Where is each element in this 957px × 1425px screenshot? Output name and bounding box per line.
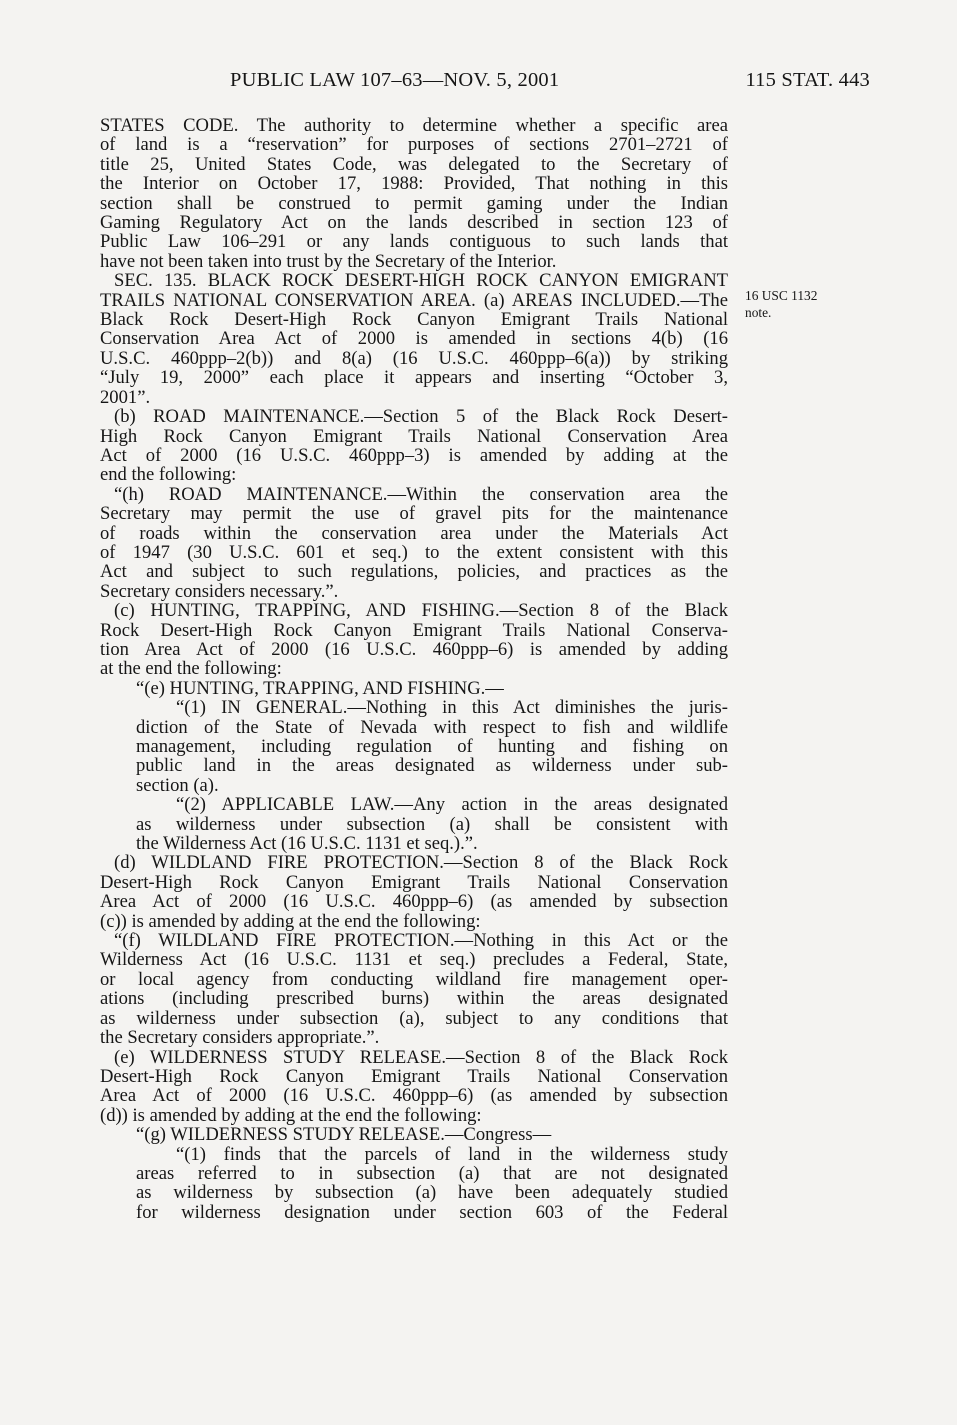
text-line: Area Act of 2000 (16 U.S.C. 460ppp–6) (as amended by subsection: [100, 891, 728, 913]
text-line: of roads within the conservation area under the Materials Act: [100, 522, 728, 544]
text-line: section (a).: [136, 774, 219, 796]
text-line: as wilderness under subsection (a), subject to any conditions that: [100, 1007, 728, 1029]
text-line: ations (including prescribed burns) within the areas designated: [100, 988, 728, 1010]
text-line: Secretary considers necessary.”.: [100, 580, 339, 602]
text-line: title 25, United States Code, was delegated to the Secretary of: [100, 153, 728, 175]
section-heading-line: TRAILS NATIONAL CONSERVATION AREA. (a) AREAS INCLUDED.—The: [100, 289, 728, 311]
paragraph-line: “(1) IN GENERAL.—Nothing in this Act diminishes the juris-: [176, 697, 728, 719]
text-line: Public Law 106–291 or any lands contiguous to such lands that: [100, 231, 728, 253]
text-line: 2001”.: [100, 386, 151, 408]
text-line: at the end the following:: [100, 658, 282, 680]
text-line: High Rock Canyon Emigrant Trails National Conservation Area: [100, 425, 728, 447]
text-line: Secretary may permit the use of gravel pits for the maintenance: [100, 503, 728, 525]
text-line: (d)) is amended by adding at the end the following:: [100, 1104, 482, 1126]
body-text: [100, 116, 728, 1222]
text-line: (c)) is amended by adding at the end the following:: [100, 910, 481, 932]
text-line: tion Area Act of 2000 (16 U.S.C. 460ppp–6) is amended by adding: [100, 638, 728, 660]
text-line: Conservation Area Act of 2000 is amended in sections 4(b) (16: [100, 328, 728, 350]
subsection-line: (e) WILDERNESS STUDY RELEASE.—Section 8 of the Black Rock: [114, 1046, 728, 1068]
text-line: the Interior on October 17, 1988: Provided, That nothing in this: [100, 173, 728, 195]
text-line: “July 19, 2000” each place it appears and inserting “October 3,: [100, 367, 728, 389]
statute-page-number: 115 STAT. 443: [745, 69, 870, 91]
margin-note-citation: 16 USC 1132: [745, 288, 818, 303]
subsection-line: (d) WILDLAND FIRE PROTECTION.—Section 8 of the Black Rock: [114, 852, 728, 874]
quoted-text-line: “(f) WILDLAND FIRE PROTECTION.—Nothing in this Act or the: [114, 930, 728, 952]
text-line: the Secretary considers appropriate.”.: [100, 1027, 380, 1049]
quoted-heading-line: “(g) WILDERNESS STUDY RELEASE.—Congress—: [136, 1124, 552, 1146]
text-line: public land in the areas designated as wilderness under sub-: [136, 755, 728, 777]
text-line: of land is a “reservation” for purposes of sections 2701–2721 of: [100, 134, 728, 156]
quoted-text-line: “(h) ROAD MAINTENANCE.—Within the conservation area the: [114, 483, 728, 505]
text-line: the Wilderness Act (16 U.S.C. 1131 et seq.).”.: [136, 833, 478, 855]
text-line: Wilderness Act (16 U.S.C. 1131 et seq.) precludes a Federal, State,: [100, 949, 728, 971]
text-line: or local agency from conducting wildland fire management oper-: [100, 968, 728, 990]
paragraph-line: “(1) finds that the parcels of land in the wilderness study: [176, 1143, 728, 1165]
running-title: PUBLIC LAW 107–63—NOV. 5, 2001: [230, 69, 560, 91]
text-line: end the following:: [100, 464, 237, 486]
text-line: Gaming Regulatory Act on the lands described in section 123 of: [100, 212, 728, 234]
quoted-heading-line: “(e) HUNTING, TRAPPING, AND FISHING.—: [136, 677, 504, 699]
text-line: management, including regulation of hunting and fishing on: [136, 736, 728, 757]
text-line: areas referred to in subsection (a) that are not designated: [136, 1162, 728, 1184]
text-line: diction of the State of Nevada with respect to fish and wildlife: [136, 716, 728, 738]
subsection-line: (c) HUNTING, TRAPPING, AND FISHING.—Section 8 of the Black: [114, 600, 728, 622]
margin-note-label: note.: [745, 305, 772, 320]
text-line: Desert-High Rock Canyon Emigrant Trails National Conservation: [100, 1065, 728, 1087]
paragraph-line: “(2) APPLICABLE LAW.—Any action in the areas designated: [176, 794, 728, 816]
text-line: STATES CODE. The authority to determine whether a specific area: [100, 115, 728, 136]
text-line: as wilderness by subsection (a) have been adequately studied: [136, 1182, 728, 1204]
subsection-line: (b) ROAD MAINTENANCE.—Section 5 of the Black Rock Desert-: [114, 406, 728, 428]
text-line: Act of 2000 (16 U.S.C. 460ppp–3) is amended by adding at the: [100, 444, 728, 466]
text-line: Rock Desert-High Rock Canyon Emigrant Trails National Conserva-: [100, 619, 728, 641]
text-line: for wilderness designation under section 603 of the Federal: [136, 1201, 728, 1223]
text-line: section shall be construed to permit gaming under the Indian: [100, 192, 728, 214]
section-heading-line: SEC. 135. BLACK ROCK DESERT-HIGH ROCK CANYON EMIGRANT: [114, 270, 728, 292]
text-line: Black Rock Desert-High Rock Canyon Emigrant Trails National: [100, 309, 728, 331]
text-line: Act and subject to such regulations, policies, and practices as the: [100, 561, 728, 583]
text-line: have not been taken into trust by the Secretary of the Interior.: [100, 250, 557, 272]
text-line: Desert-High Rock Canyon Emigrant Trails National Conservation: [100, 871, 728, 893]
text-line: as wilderness under subsection (a) shall be consistent with: [136, 813, 728, 835]
margin-note: [745, 287, 855, 321]
text-line: Area Act of 2000 (16 U.S.C. 460ppp–6) (as amended by subsection: [100, 1085, 728, 1107]
text-line: U.S.C. 460ppp–2(b)) and 8(a) (16 U.S.C. 460ppp–6(a)) by striking: [100, 347, 728, 369]
text-line: of 1947 (30 U.S.C. 601 et seq.) to the extent consistent with this: [100, 541, 728, 563]
page-header: [230, 69, 870, 99]
